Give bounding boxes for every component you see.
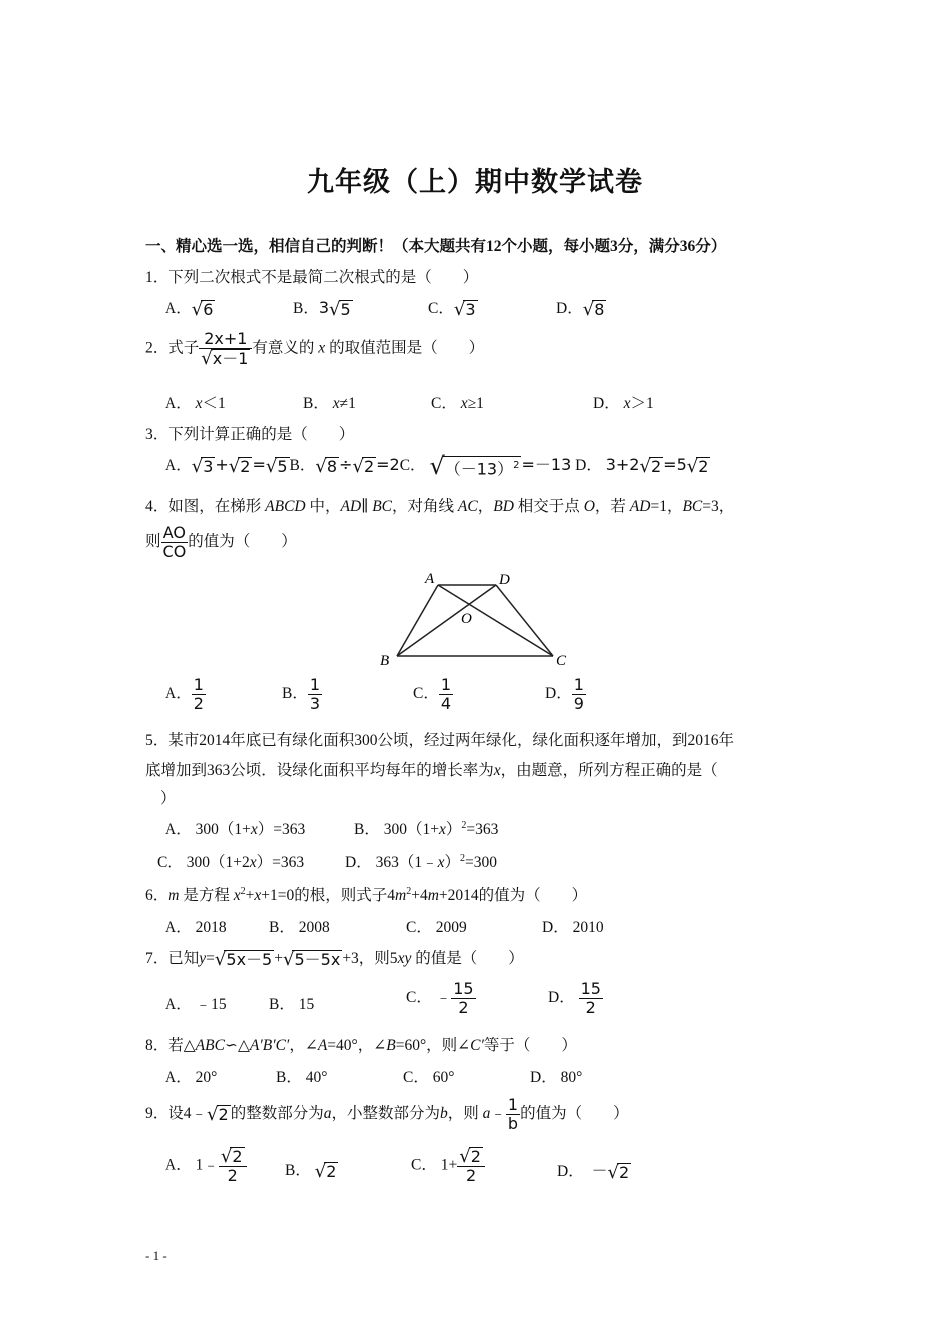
segment-dc xyxy=(496,585,553,656)
diagonal-bd xyxy=(397,585,496,656)
label-o: O xyxy=(461,611,472,627)
denominator: 4 xyxy=(440,694,452,713)
question-5-line3: ） xyxy=(160,790,176,807)
variable: a xyxy=(323,1105,332,1123)
text: =363 xyxy=(466,821,499,838)
variable: BC xyxy=(682,498,703,515)
text: 1+ xyxy=(440,1156,458,1174)
fraction xyxy=(219,1147,247,1185)
denominator: 2 xyxy=(193,694,204,713)
q5-option-b xyxy=(354,817,498,839)
question-6-stem xyxy=(145,883,587,905)
q3-options xyxy=(165,452,710,480)
option-label: C． xyxy=(399,457,426,474)
option-label: D． xyxy=(530,1069,557,1086)
numerator: 1 xyxy=(573,675,584,694)
radicand: 2 xyxy=(470,1147,481,1166)
fraction xyxy=(308,676,322,713)
q3-option-a xyxy=(165,455,290,477)
operator: ∽△ xyxy=(224,1037,250,1054)
text: 有意义的 xyxy=(252,339,315,357)
text: 3+2 xyxy=(605,455,640,474)
q4-option-a xyxy=(165,676,206,713)
option-label: C． xyxy=(411,1156,437,1174)
variable: x xyxy=(249,854,257,871)
text: ） xyxy=(444,854,460,871)
q8-option-c xyxy=(403,1065,454,1087)
sqrt: $√(-13)^2$ xyxy=(429,452,520,481)
sqrt: √8 xyxy=(582,298,605,320)
sqrt: √2 xyxy=(459,1146,481,1167)
q2-option-d xyxy=(593,391,654,413)
option-label: B． xyxy=(293,300,319,317)
text: ，∠ xyxy=(289,1037,318,1054)
option-label: D． xyxy=(542,919,569,936)
question-4-stem xyxy=(145,494,734,516)
text: 15 xyxy=(298,996,315,1013)
radicand: 2 xyxy=(698,456,709,476)
fraction xyxy=(506,1096,520,1133)
question-4-line2 xyxy=(145,524,297,561)
radicand: 2 xyxy=(650,456,662,476)
variable: x xyxy=(460,395,468,412)
question-7-stem xyxy=(145,946,524,970)
option-label: B． xyxy=(354,821,380,838)
variable: x xyxy=(623,395,631,412)
variable: AC xyxy=(457,498,478,515)
text: 60° xyxy=(432,1069,455,1086)
fraction xyxy=(439,676,453,713)
sqrt: √5－5x xyxy=(282,948,341,970)
text: ，由题意，所列方程正确的是（ xyxy=(500,762,718,779)
diagonal-ac xyxy=(438,585,553,656)
text: ，小整数部分为 xyxy=(331,1105,440,1123)
text: ， xyxy=(477,498,494,515)
q2-option-b xyxy=(303,391,356,413)
sqrt: √3 xyxy=(191,455,214,477)
fraction xyxy=(451,980,475,1017)
exponent: 2 xyxy=(513,460,520,472)
radicand: 2 xyxy=(326,1161,337,1181)
q9-option-a xyxy=(165,1147,247,1185)
q8-option-a xyxy=(165,1065,217,1087)
q5-option-a xyxy=(165,817,305,839)
q2-option-a xyxy=(165,391,226,413)
question-5-line1: 5．某市2014年底已有绿化面积300公顷，经过两年绿化，绿化面积逐年增加，到2016年 xyxy=(145,732,735,749)
radicand xyxy=(443,456,522,478)
variable: x xyxy=(250,821,258,838)
q4-option-d xyxy=(545,676,586,713)
radicand: 2 xyxy=(218,1105,229,1124)
text: 20° xyxy=(195,1069,218,1086)
denominator: 3 xyxy=(309,694,321,713)
operator: =5 xyxy=(663,455,687,474)
radicand: 5 xyxy=(277,456,288,476)
q4-option-c xyxy=(413,676,453,713)
option-label: D． xyxy=(548,989,575,1007)
option-label: A． xyxy=(165,1069,192,1086)
radicand: x－1 xyxy=(212,349,249,368)
operator: ÷ xyxy=(339,455,353,474)
option-label: D． xyxy=(575,457,602,474)
text: ，若 xyxy=(594,498,626,515)
variable: A xyxy=(317,1037,328,1054)
text: +3，则5 xyxy=(342,950,398,967)
text: 底增加到363公顷．设绿化面积平均每年的增长率为 xyxy=(145,762,494,779)
text: ≠1 xyxy=(339,395,356,412)
option-label: B． xyxy=(285,1162,311,1179)
text: 中， xyxy=(309,498,341,515)
q8-option-b xyxy=(276,1065,327,1087)
sqrt: √3 xyxy=(453,298,476,320)
numerator: 1 xyxy=(440,675,452,694)
operator: + xyxy=(274,950,283,967)
q1-option-d xyxy=(556,296,606,320)
radicand: 8 xyxy=(326,456,338,476)
text: =1， xyxy=(650,498,683,515)
option-label: D． xyxy=(345,854,372,871)
q9-option-c xyxy=(411,1147,485,1185)
text: ，则 xyxy=(447,1105,479,1123)
question-1-stem: 1．下列二次根式不是最简二次根式的是（ ） xyxy=(145,269,479,286)
text: － xyxy=(591,1161,608,1180)
option-label: B． xyxy=(269,919,295,936)
variable: xy xyxy=(397,950,412,967)
text: =40°，∠ xyxy=(327,1037,387,1054)
option-label: B． xyxy=(276,1069,302,1086)
variable: AD xyxy=(629,498,651,515)
variable: ABC xyxy=(195,1037,225,1054)
exponent: 2 xyxy=(240,885,246,897)
text: ＜1 xyxy=(202,395,226,412)
radicand: 2 xyxy=(240,456,251,476)
q5-option-d xyxy=(345,850,497,872)
q2-option-c xyxy=(431,391,484,413)
option-label: B． xyxy=(282,685,308,703)
option-label: A． xyxy=(165,996,192,1013)
variable: y xyxy=(199,950,207,967)
text: 300（1+2 xyxy=(186,854,250,871)
q7-option-d xyxy=(548,980,603,1017)
q3-option-c xyxy=(399,452,572,481)
sqrt: √5x－5 xyxy=(214,948,273,970)
text: 1﹣ xyxy=(195,1156,219,1174)
label-c: C xyxy=(556,653,567,669)
question-3-stem: 3．下列计算正确的是（ ） xyxy=(145,426,355,443)
text: 的取值范围是（ ） xyxy=(329,339,485,357)
text: 2009 xyxy=(435,919,467,936)
variable: x xyxy=(254,887,262,904)
question-2-stem xyxy=(145,330,484,368)
variable: x xyxy=(195,395,203,412)
section-heading: 一、精心选一选，相信自己的判断！（本大题共有12个小题，每小题3分，满分36分） xyxy=(145,238,727,255)
option-label: A． xyxy=(165,685,192,703)
label-d: D xyxy=(499,572,510,588)
text: 的值为（ ） xyxy=(188,533,297,551)
q7-option-c xyxy=(406,980,476,1017)
option-label: C． xyxy=(413,685,439,703)
q1-option-c xyxy=(428,296,478,320)
fraction xyxy=(199,330,252,368)
q1-option-b xyxy=(293,296,353,320)
variable: x xyxy=(493,762,501,779)
fraction xyxy=(579,980,603,1017)
radicand: 3 xyxy=(465,299,476,319)
option-label: A． xyxy=(165,919,192,936)
radicand: 2 xyxy=(618,1162,630,1182)
numerator: 1 xyxy=(309,675,321,694)
option-label: D． xyxy=(593,395,620,412)
variable: m xyxy=(395,887,407,904)
variable: x xyxy=(438,821,446,838)
radicand: 3 xyxy=(203,456,214,476)
page-number: - 1 - xyxy=(145,1248,167,1263)
q7-option-a xyxy=(165,992,227,1014)
radicand: 5－5x xyxy=(294,949,341,969)
text: =300 xyxy=(465,854,497,871)
sqrt: √2 xyxy=(352,455,375,477)
text: ≥1 xyxy=(467,395,484,412)
exponent: 2 xyxy=(406,885,412,897)
option-label: D． xyxy=(556,300,583,317)
sqrt: √2 xyxy=(686,455,709,477)
q6-option-a xyxy=(165,915,227,937)
variable: AD xyxy=(340,498,362,515)
q6-option-c xyxy=(406,915,467,937)
denominator: 2 xyxy=(465,1166,477,1185)
exponent: 2 xyxy=(461,819,467,831)
text: 363（1﹣ xyxy=(375,854,438,871)
operator: ﹣ xyxy=(490,1105,506,1123)
q9-option-b xyxy=(285,1158,338,1182)
operator: + xyxy=(215,455,229,474)
text: ＞1 xyxy=(630,395,654,412)
text: 300（1+ xyxy=(195,821,251,838)
question-9-stem xyxy=(145,1096,629,1133)
trapezoid-figure xyxy=(370,568,580,674)
text: 80° xyxy=(560,1069,583,1086)
text: 2010 xyxy=(572,919,604,936)
text: 6． xyxy=(145,887,169,904)
question-8-stem xyxy=(145,1033,577,1055)
result: =－13 xyxy=(521,455,572,474)
text: 是方程 xyxy=(183,887,230,904)
result: =2 xyxy=(376,455,400,474)
text: ﹣ xyxy=(435,989,452,1007)
text: + xyxy=(245,887,255,904)
fraction xyxy=(572,676,586,713)
option-label: B． xyxy=(289,457,316,474)
text: 2018 xyxy=(195,919,227,936)
fraction xyxy=(161,524,189,561)
option-label: C． xyxy=(431,395,457,412)
segment-ab xyxy=(397,585,438,656)
exponent: 2 xyxy=(460,852,465,864)
sqrt: √2 xyxy=(220,1146,243,1167)
option-label: C． xyxy=(157,854,183,871)
radicand-text: （－13） xyxy=(444,459,514,479)
sqrt: √8 xyxy=(315,455,338,477)
label-b: B xyxy=(380,653,390,669)
q6-option-d xyxy=(542,915,604,937)
operator: = xyxy=(252,455,266,474)
q8-option-d xyxy=(530,1065,582,1087)
variable: A′B′C′ xyxy=(249,1037,290,1054)
variable: m xyxy=(168,887,180,904)
text: 2．式子 xyxy=(145,339,200,357)
text: 7．已知 xyxy=(145,950,200,967)
option-label: B． xyxy=(303,395,329,412)
radicand: 2 xyxy=(363,456,375,476)
q4-option-b xyxy=(282,676,322,713)
q3-option-b xyxy=(289,455,400,477)
text: ﹣15 xyxy=(195,996,227,1013)
option-label: D． xyxy=(557,1163,584,1180)
operator: = xyxy=(206,950,215,967)
variable: x xyxy=(437,854,445,871)
denominator: 9 xyxy=(573,694,584,713)
option-label: A． xyxy=(165,300,192,317)
q3-option-d xyxy=(575,455,710,477)
sqrt: √5 xyxy=(265,455,288,477)
numerator: 15 xyxy=(453,979,474,998)
text: 则 xyxy=(145,533,161,551)
label-a: A xyxy=(425,571,435,587)
numerator: 1 xyxy=(193,675,204,694)
sqrt: √2 xyxy=(228,455,251,477)
variable: BC xyxy=(372,498,393,515)
radicand: 6 xyxy=(203,299,214,319)
variable: B xyxy=(386,1037,396,1054)
text: ）=363 xyxy=(256,854,305,871)
text: 4．如图，在梯形 xyxy=(145,498,262,515)
page-title: 九年级（上）期中数学试卷 xyxy=(307,167,643,197)
denominator: b xyxy=(507,1114,519,1133)
option-label: C． xyxy=(403,1069,429,1086)
numerator: 2x+1 xyxy=(199,330,252,349)
option-label: D． xyxy=(545,685,572,703)
denominator: 2 xyxy=(585,998,596,1017)
numerator: AO xyxy=(161,524,189,543)
variable: m xyxy=(427,887,439,904)
sqrt: √2 xyxy=(607,1161,630,1183)
sqrt: √6 xyxy=(191,298,214,320)
fraction xyxy=(457,1147,485,1185)
q1-option-a xyxy=(165,296,215,320)
coefficient: 3 xyxy=(318,298,330,317)
option-label: C． xyxy=(406,919,432,936)
fraction xyxy=(192,676,206,713)
variable: b xyxy=(439,1105,448,1123)
text: ） xyxy=(445,821,462,838)
option-label: C． xyxy=(428,300,454,317)
q6-option-b xyxy=(269,915,330,937)
text: 2008 xyxy=(298,919,330,936)
text: 40° xyxy=(305,1069,328,1086)
denominator: 2 xyxy=(227,1166,238,1185)
radicand: 5 xyxy=(340,299,351,319)
variable: ABCD xyxy=(265,498,306,515)
variable: x xyxy=(318,339,326,357)
text: 9．设4﹣ xyxy=(145,1105,208,1123)
option-label: A． xyxy=(165,395,192,412)
text: 300（1+ xyxy=(383,821,439,838)
text: 8．若△ xyxy=(145,1037,196,1054)
variable: x xyxy=(233,887,241,904)
text: +2014的值为（ ） xyxy=(438,887,588,904)
text: 的整数部分为 xyxy=(230,1105,324,1123)
question-5-line2 xyxy=(145,758,718,780)
variable: C′ xyxy=(470,1037,484,1054)
operator: ∥ xyxy=(361,498,369,515)
sqrt: √2 xyxy=(314,1160,337,1182)
radicand: 2 xyxy=(232,1147,243,1166)
text: =60°，则∠ xyxy=(395,1037,471,1054)
q7-option-b xyxy=(269,992,314,1014)
text: 的值是（ ） xyxy=(415,950,524,967)
text: 的值为（ ） xyxy=(520,1105,629,1123)
sqrt: √2 xyxy=(639,455,662,477)
numerator: 1 xyxy=(507,1095,519,1114)
text: 相交于点 xyxy=(517,498,580,515)
text: ，对角线 xyxy=(392,498,455,515)
text: +4 xyxy=(411,887,428,904)
variable: x xyxy=(332,395,340,412)
text: +1=0的根，则式子4 xyxy=(261,887,395,904)
text: =3， xyxy=(702,498,735,515)
text: ）=363 xyxy=(257,821,306,838)
denominator: CO xyxy=(162,542,187,561)
option-label: C． xyxy=(406,989,432,1007)
variable: a xyxy=(482,1105,491,1123)
sqrt: √2 xyxy=(207,1104,229,1125)
radicand: 5x－5 xyxy=(226,949,273,969)
option-label: B． xyxy=(269,996,295,1013)
numerator: 15 xyxy=(580,979,601,998)
option-label: A． xyxy=(165,1156,192,1174)
q5-option-c xyxy=(157,850,304,872)
denominator: 2 xyxy=(458,998,469,1017)
sqrt: √5 xyxy=(329,298,351,320)
radicand: 8 xyxy=(594,299,605,319)
text: 等于（ ） xyxy=(483,1037,577,1054)
option-label: A． xyxy=(165,821,192,838)
option-label: A． xyxy=(165,457,192,474)
q9-option-d xyxy=(557,1158,631,1183)
variable: O xyxy=(583,498,595,515)
variable: BD xyxy=(493,498,514,515)
sqrt: √x－1 xyxy=(201,348,249,369)
